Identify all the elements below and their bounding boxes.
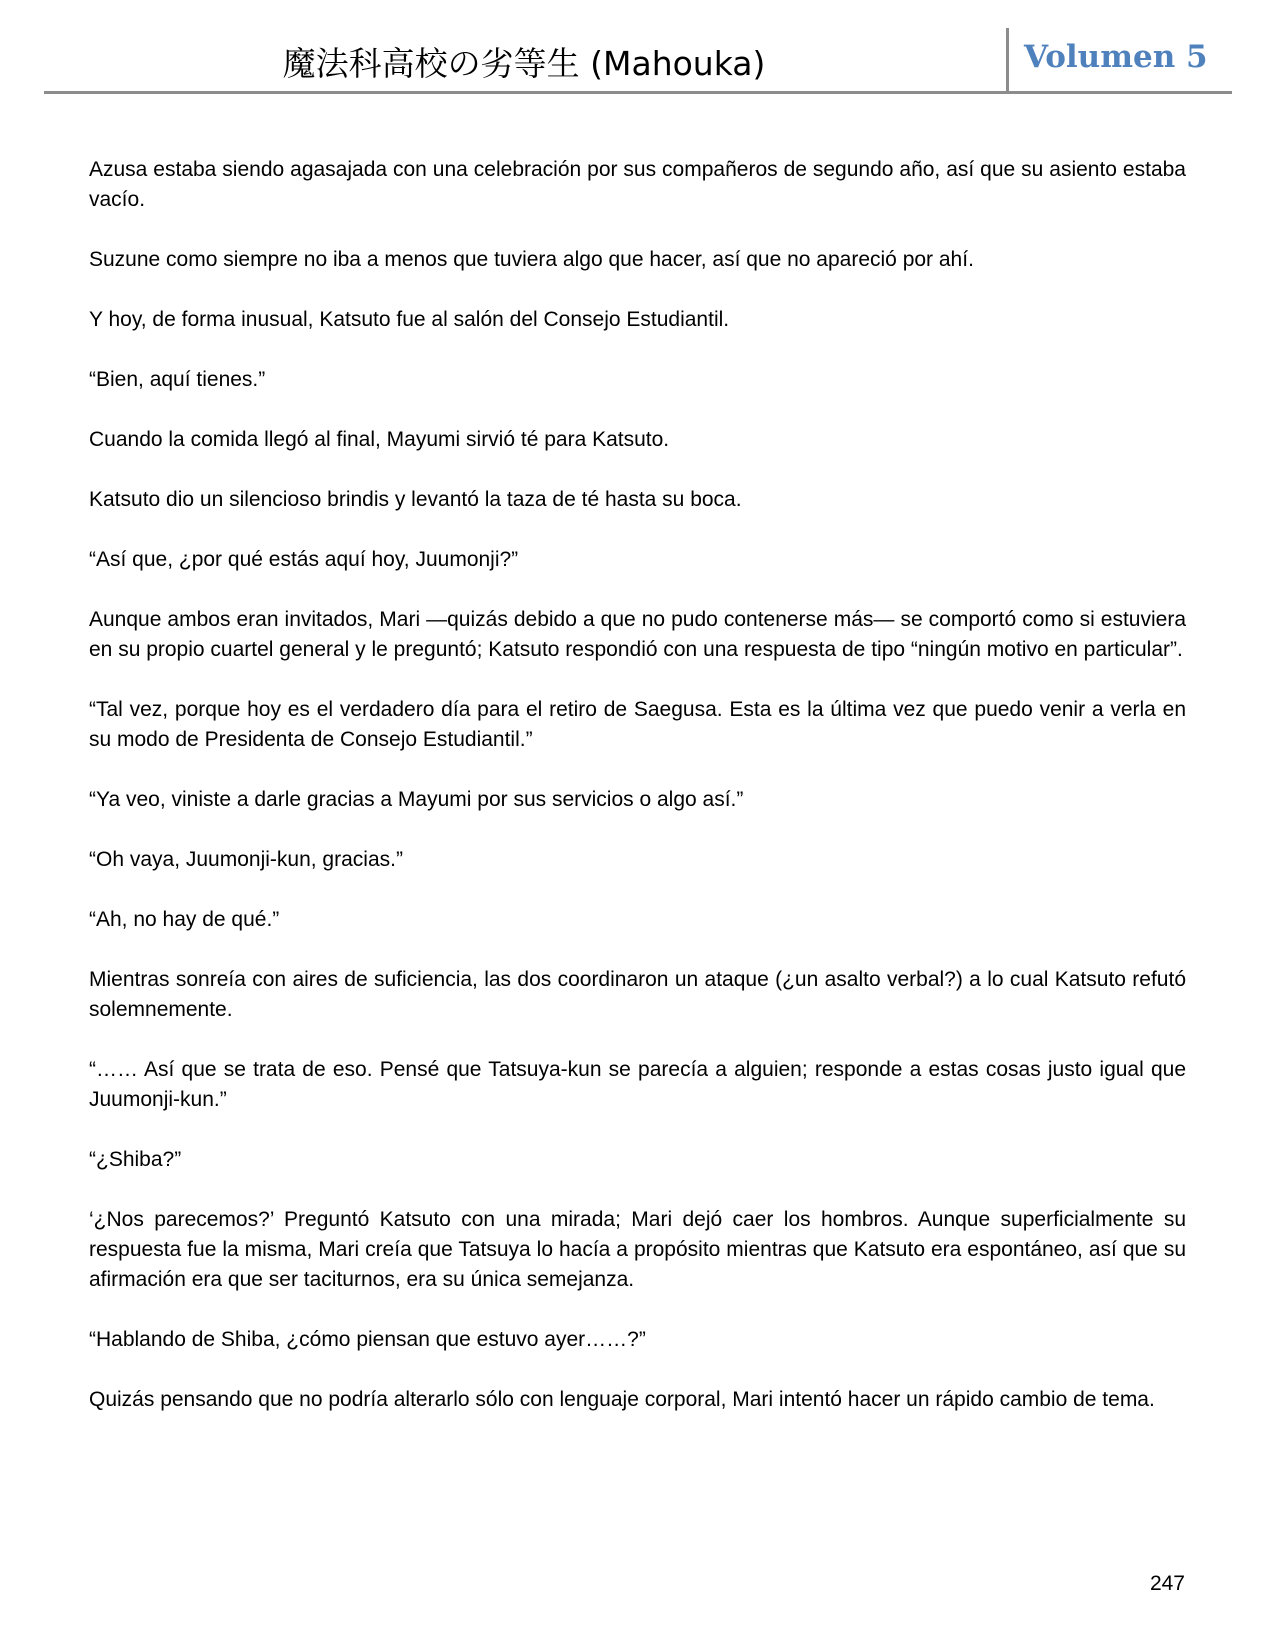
paragraph: Mientras sonreía con aires de suficiencia, las dos coordinaron un ataque (¿un asalto verbal?) a lo cual Katsuto refutó solemnemente. [89, 968, 1186, 1021]
paragraph: Cuando la comida llegó al final, Mayumi sirvió té para Katsuto. [89, 428, 670, 451]
paragraph: Y hoy, de forma inusual, Katsuto fue al salón del Consejo Estudiantil. [89, 308, 730, 331]
header-divider [1006, 28, 1009, 92]
paragraph: “Tal vez, porque hoy es el verdadero día para el retiro de Saegusa. Esta es la última vez que puedo venir a verla en su modo de Presidenta de Consejo Estudiantil.” [89, 698, 1186, 751]
page-number: 247 [1149, 1572, 1185, 1595]
paragraph: Suzune como siempre no iba a menos que tuviera algo que hacer, así que no apareció por ahí. [89, 248, 974, 271]
header-rule [44, 91, 1232, 94]
paragraph: “Ah, no hay de qué.” [89, 908, 280, 931]
paragraph: “¿Shiba?” [89, 1148, 182, 1171]
paragraph: “Así que, ¿por qué estás aquí hoy, Juumonji?” [89, 548, 519, 571]
paragraph: ‘¿Nos parecemos?’ Preguntó Katsuto con una mirada; Mari dejó caer los hombros. Aunque superficialmente su respuesta fue la misma, Mari creía que Tatsuya lo hacía a propósito mientras que Katsuto era espontáneo, así que su afirmación era que ser taciturnos, era su única semejanza. [89, 1208, 1186, 1291]
body-text [89, 155, 1186, 1445]
paragraph: “Ya veo, viniste a darle gracias a Mayumi por sus servicios o algo así.” [89, 788, 744, 811]
paragraph: Katsuto dio un silencioso brindis y levantó la taza de té hasta su boca. [89, 488, 742, 511]
paragraph: Aunque ambos eran invitados, Mari —quizás debido a que no pudo contenerse más— se comportó como si estuviera en su propio cuartel general y le preguntó; Katsuto respondió con una respuesta de tipo “ningún motivo en particular”. [89, 608, 1186, 661]
book-title: 魔法科高校の劣等生 (Mahouka) [282, 44, 766, 83]
paragraph: “…… Así que se trata de eso. Pensé que Tatsuya-kun se parecía a alguien; responde a estas cosas justo igual que Juumonji-kun.” [89, 1058, 1186, 1111]
volume-label: Volumen 5 [1024, 39, 1208, 75]
paragraph: “Hablando de Shiba, ¿cómo piensan que estuvo ayer……?” [89, 1328, 646, 1351]
paragraph: Azusa estaba siendo agasajada con una celebración por sus compañeros de segundo año, así que su asiento estaba vacío. [89, 158, 1186, 211]
page-header [44, 28, 1232, 92]
paragraph: Quizás pensando que no podría alterarlo sólo con lenguaje corporal, Mari intentó hacer un rápido cambio de tema. [89, 1388, 1155, 1411]
paragraph: “Bien, aquí tienes.” [89, 368, 266, 391]
paragraph: “Oh vaya, Juumonji-kun, gracias.” [89, 848, 403, 871]
